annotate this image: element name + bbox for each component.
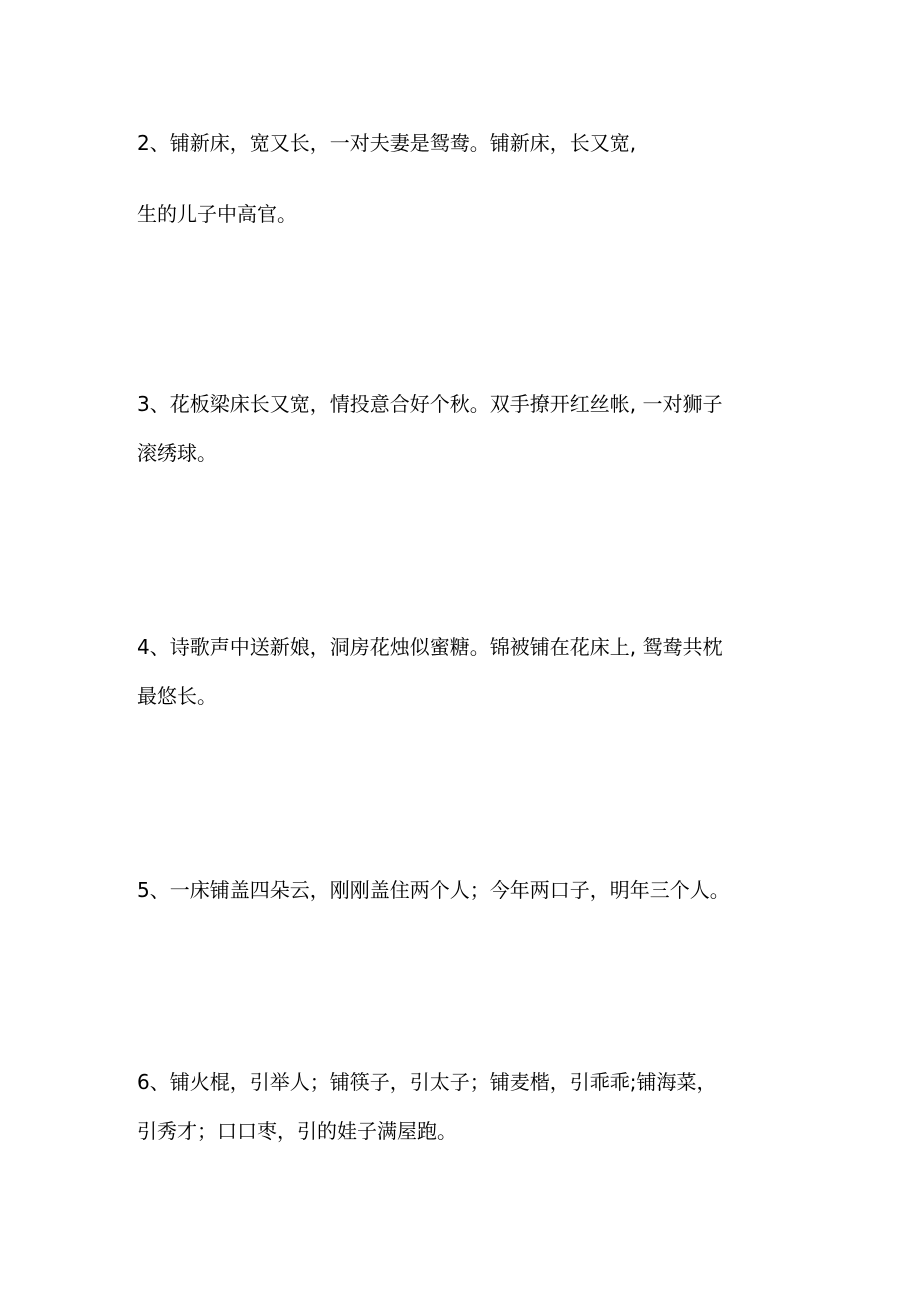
paragraph-2 [137,131,777,227]
paragraph-line: 滚绣球。 [137,441,217,465]
paragraph-line: 2、铺新床，宽又长，一对夫妻是鸳鸯。铺新床，长又宽, [137,131,637,155]
paragraph-line: 6、铺火棍，引举人；铺筷子，引太子；铺麦楷，引乖乖;铺海菜， [137,1070,717,1094]
paragraph-5 [137,878,777,903]
paragraph-6 [137,1070,777,1144]
paragraph-line: 5、一床铺盖四朵云，刚刚盖住两个人；今年两口子，明年三个人。 [137,878,730,902]
paragraph-line: 4、诗歌声中送新娘，洞房花烛似蜜糖。锦被铺在花床上, 鸳鸯共枕 [137,635,723,659]
paragraph-line: 最悠长。 [137,684,217,708]
paragraph-line: 引秀才；口口枣，引的娃子满屋跑。 [137,1119,457,1143]
paragraph-4 [137,635,777,709]
paragraph-line: 生的儿子中高官。 [137,202,297,226]
paragraph-line: 3、花板梁床长又宽，情投意合好个秋。双手撩开红丝帐, 一对狮子 [137,392,723,416]
paragraph-3 [137,392,777,466]
